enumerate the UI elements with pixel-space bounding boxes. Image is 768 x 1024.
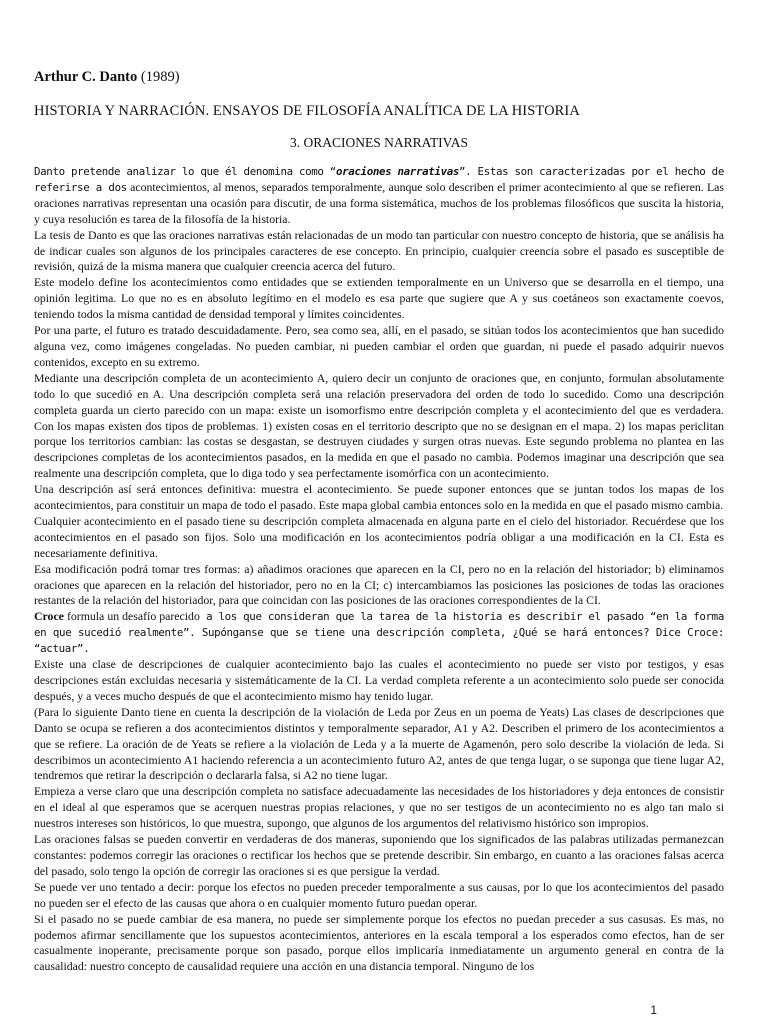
document-body <box>34 164 724 975</box>
paragraph: Si el pasado no se puede cambiar de esa manera, no puede ser simplemente porque los efectos no puedan preceder a sus casusas. Es mas, no podemos afirmar sencillamente que los supuestos acontecimientos, anteriores en la escala temporal a los esperados como efectos, han de ser casualmente inoperante, precisamente porque son pasado, porque ellos implicaría inmediatamente un argumento general en contra de la causalidad: nuestro concepto de causalidad requiere una acción en una distancia temporal. Ninguno de los <box>34 911 724 974</box>
page-number: 1 <box>650 1003 657 1017</box>
document-title: HISTORIA Y NARRACIÓN. ENSAYOS DE FILOSOFÍA ANALÍTICA DE LA HISTORIA <box>34 103 580 119</box>
paragraph: Una descripción así será entonces definitiva: muestra el acontecimiento. Se puede suponer entonces que se juntan todos los mapas de los acontecimientos, para constituir un mapa de todo el pasado. Este mapa global cambia entonces solo en la medida en que el pasado mismo cambia. <box>34 482 724 513</box>
paragraph: Este modelo define los acontecimientos como entidades que se extienden temporalmente en un Universo que se desarrolla en el tiempo, una opinión legitima. Lo que no es en absoluto legítimo en el modelo es esa parte que sugiere que A y sus coetáneos son exactamente coevos, teniendo todos la misma cantidad de densidad temporal y límites coincidentes. <box>34 275 724 322</box>
paragraph: Existe una clase de descripciones de cualquier acontecimiento bajo las cuales el acontecimiento no puede ser visto por testigos, y esas descripciones están excluidas necesaria y sistemáticamente de la CI. La verdad completa referente a un acontecimiento solo puede ser conocida después, y a veces mucho después de que el acontecimiento mismo hay tenido lugar. <box>34 657 724 703</box>
paragraph-intro <box>34 164 724 228</box>
paragraph: Mediante una descripción completa de un acontecimiento A, quiero decir un conjunto de oraciones que, en conjunto, formulan absolutamente todo lo que sucedió en A. Una descripción completa será una relación preservadora del orden de todo lo sucedido. Como una descripción completa guarda un cierto parecido con un mapa: existe un isomorfismo entre descripción completa y el acontecimiento del que es verdadera. Con los mapas existen dos tipos de problemas. 1) existen cosas en el territorio descripto que no se designan en el mapa. 2) los mapas periclitan porque los territorios cambian: las costas se desgastan, se destruyen ciudades y surgen otras nuevas. Este segundo problema no plantea en las descripciones completas de los acontecimientos pasados, en la medida en que el pasado no cambia. Podemos imaginar una descripción que sea realmente una descripción completa, que lo diga todo y sea perfectamente isomórfica con un acontecimiento. <box>34 370 724 481</box>
author-name: Arthur C. Danto <box>34 69 138 85</box>
paragraph: Esa modificación podrá tomar tres formas: a) añadimos oraciones que aparecen en la CI, pero no en la relación del historiador; b) eliminamos oraciones que aparecen en la relación del historiador, pero no en la CI; c) intercambiamos las posiciones las posiciones de todas las oraciones restantes de la relación del historiador, para que coincidan con las posiciones de las oraciones correspondientes de la CI. <box>34 561 724 608</box>
paragraph-croce <box>34 609 724 657</box>
intro-emphasis: oraciones narrativas <box>335 165 460 178</box>
paragraph: (Para lo siguiente Danto tiene en cuenta la descripción de la violación de Leda por Zeus en un poema de Yeats) Las clases de descripciones que Danto se ocupa se refieren a dos acontecimientos distintos y temporalmente separador, A1 y A2. Describen el primero de los acontecimientos a que se refiere. La oración de de Yeats se refiere a la violación de Leda y a la muerte de Agamenón, pero solo describe la violación de leda. Si describimos un acontecimiento A1 haciendo referencia a un acontecimiento futuro A2, antes de que tenga lugar, o se suponga que tiene lugar A2, tendremos que retirar la descripción o declararla falsa, si A2 no tiene lugar. <box>34 704 724 783</box>
intro-lead-2: ”. Estas son caracterizadas por el hecho de referirse a dos <box>34 165 724 194</box>
croce-text: formula un desafío parecido <box>63 609 200 624</box>
section-heading: 3. ORACIONES NARRATIVAS <box>290 135 468 150</box>
paragraph: Cualquier acontecimiento en el pasado tiene su descripción completa almacenada en alguna parte en el cielo del historiador. Recuérdese que los acontecimientos en el pasado son fijos. Solo una modificación en los acontecimientos podría obligar a una modificación en la CI. Esta es necesariamente definitiva. <box>34 513 724 560</box>
publication-year: (1989) <box>140 69 180 85</box>
croce-name: Croce <box>34 609 64 624</box>
author-line <box>34 68 724 86</box>
paragraph: Las oraciones falsas se pueden convertir en verdaderas de dos maneras, suponiendo que los significados de las palabras utilizadas permanezcan constantes: podemos corregir las oraciones o rectificar los hechos que se pretende describir. Sin embargo, en cuanto a las oraciones falsas acerca del pasado, solo tengo la opción de corregir las oraciones si es que persigue la verdad. <box>34 832 724 878</box>
croce-quote: a los que consideran que la tarea de la historia es describir el pasado “en la forma en que sucedió realmente”. Supónganse que se tiene una descripción completa, ¿Qué se hará entonces? Dice Croce: “actuar”. <box>34 610 724 656</box>
paragraph: Se puede ver uno tentado a decir: porque los efectos no pueden preceder temporalmente a sus causas, por lo que los acontecimientos del pasado no pueden ser el efecto de las causas que ahora o en cualquier momento futuro puedan operar. <box>34 879 724 910</box>
intro-rest: acontecimientos, al menos, separados temporalmente, aunque solo describen el primer acontecimiento al que se refieren. Las oraciones narrativas representan una ocasión para discutir, de una forma sistemática, muchos de los problemas filosóficos que suscita la historia, y cuya resolución es tarea de la filosofía de la historia. <box>34 179 724 226</box>
document-page <box>34 68 724 975</box>
intro-lead: Danto pretende analizar lo que él denomina como “ <box>34 165 336 178</box>
paragraph: La tesis de Danto es que las oraciones narrativas están relacionadas de un modo tan particular con nuestro concepto de historia, que se análisis ha de indicar cuales son algunos de los principales caracteres de ese concepto. En principio, cualquier creencia sobre el pasado es susceptible de revisión, quizá de la misma manera que cualquier creencia acerca del futuro. <box>34 227 724 274</box>
paragraph: Empieza a verse claro que una descripción completa no satisface adecuadamente las necesidades de los historiadores y deja entonces de consistir en el ideal al que esperamos que se acerquen nuestras propias relaciones, y que no ser testigos de un acontecimiento no es algo tan malo si nuestros intereses son históricos, lo que muestra, supongo, que algunos de los argumentos del relativismo histórico son impropios. <box>34 784 724 831</box>
paragraph: Por una parte, el futuro es tratado descuidadamente. Pero, sea como sea, allí, en el pasado, se sitúan todos los acontecimientos que han sucedido alguna vez, como imágenes congeladas. No pueden cambiar, ni pueden cambiar el orden que guardan, ni puede el pasado adquirir nuevos contenidos, excepto en su extremo. <box>34 323 724 369</box>
